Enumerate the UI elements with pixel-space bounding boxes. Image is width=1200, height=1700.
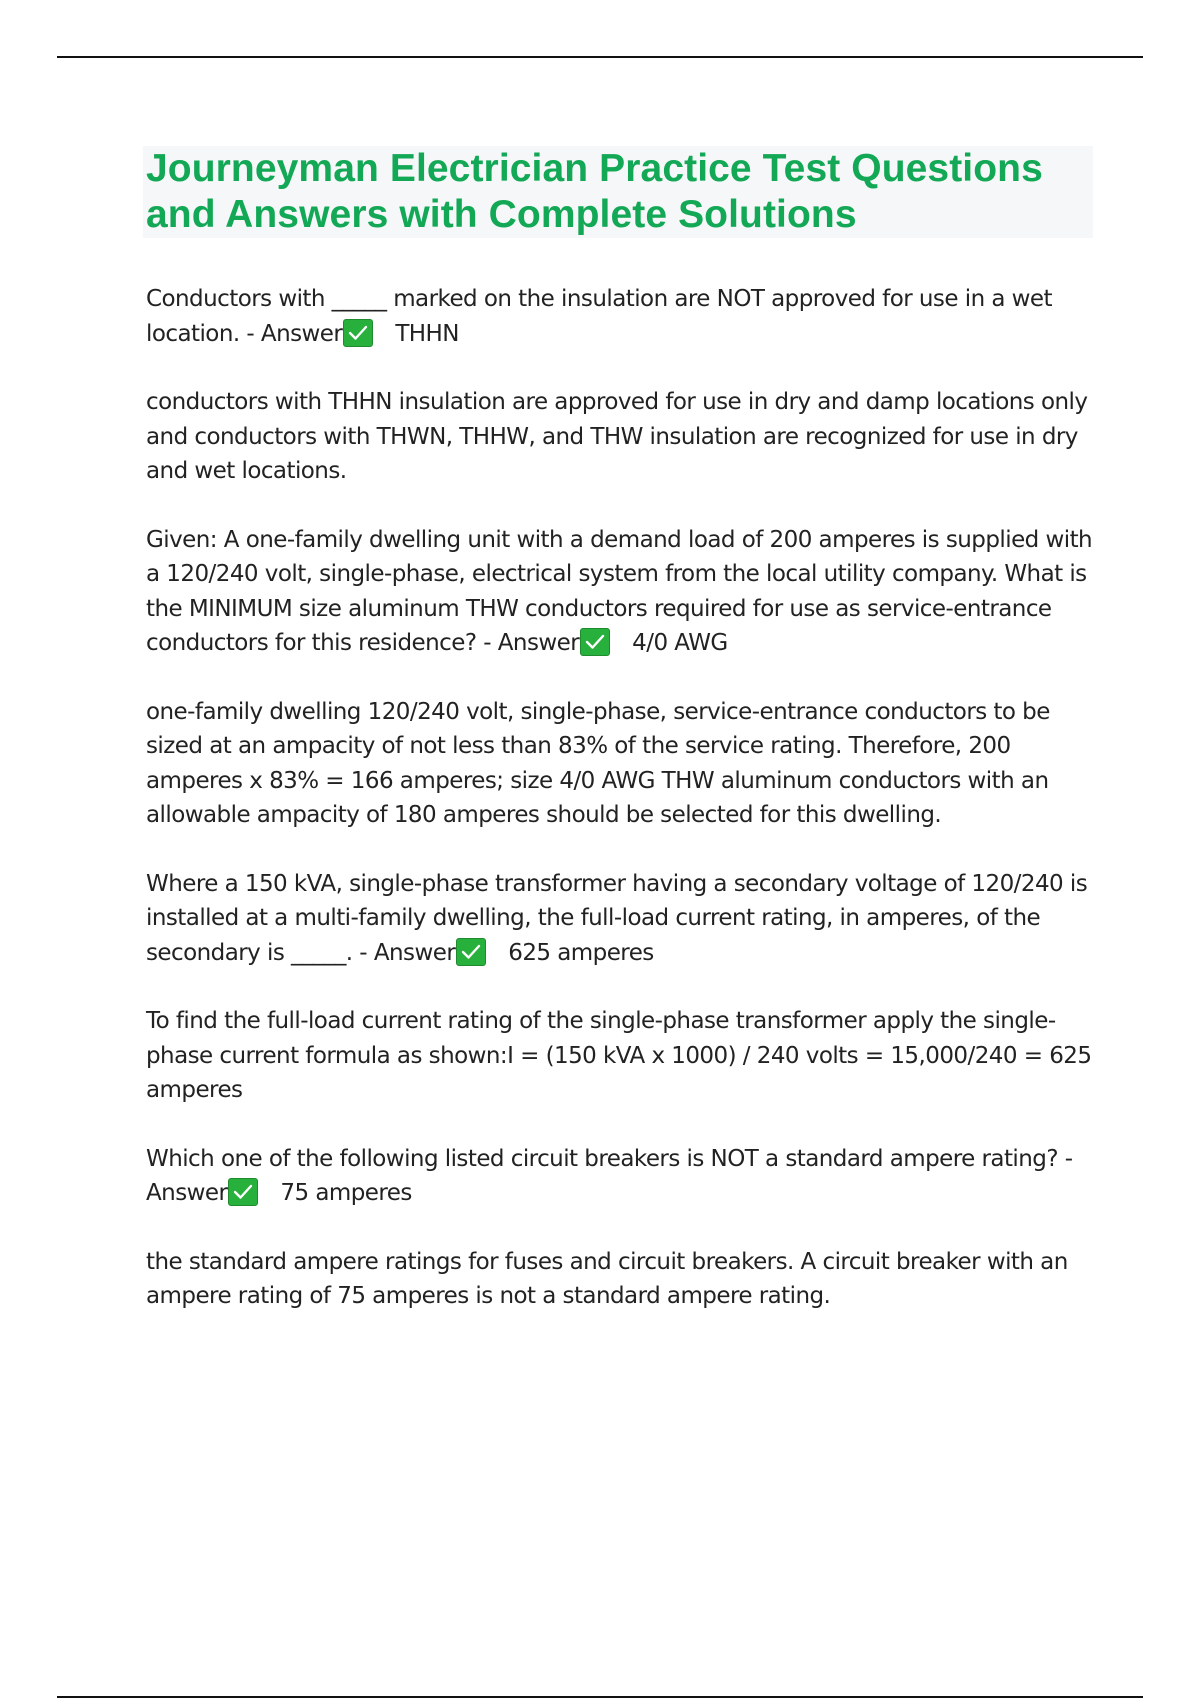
explanation-3: To find the full-load current rating of the single-phase transformer apply the single-phase current formula as shown:I = (150 kVA x 1000) / 240 volts = 15,000/240 = 625 amperes xyxy=(146,1008,1092,1103)
question-2 xyxy=(146,523,1096,661)
title-box xyxy=(143,146,1093,238)
answer-text: THHN xyxy=(395,320,459,347)
question-text: Where a 150 kVA, single-phase transformer having a secondary voltage of 120/240 is installed at a multi-family dwelling, the full-load current rating, in amperes, of the secondary is _____. - Answer xyxy=(146,870,1088,966)
question-1 xyxy=(146,282,1096,351)
check-mark-icon xyxy=(456,938,486,966)
page-title: Journeyman Electrician Practice Test Questions and Answers with Complete Solutions xyxy=(146,147,1043,236)
check-mark-icon xyxy=(228,1178,258,1206)
top-rule xyxy=(57,56,1143,58)
question-text: Conductors with _____ marked on the insulation are NOT approved for use in a wet location. - Answer xyxy=(146,286,1052,347)
document-body xyxy=(146,282,1096,1348)
question-text: Which one of the following listed circuit breakers is NOT a standard ampere rating? - Answer xyxy=(146,1145,1073,1206)
check-mark-icon xyxy=(343,319,373,347)
question-4 xyxy=(146,1142,1096,1211)
answer-text: 625 amperes xyxy=(508,939,654,966)
explanation-1: conductors with THHN insulation are approved for use in dry and damp locations only and conductors with THWN, THHW, and THW insulation are recognized for use in dry and wet locations. xyxy=(146,389,1088,484)
question-text: Given: A one-family dwelling unit with a demand load of 200 amperes is supplied with a 120/240 volt, single-phase, electrical system from the local utility company. What is the MINIMUM size aluminum THW conductors required for use as service-entrance conductors for this residence? - Answer xyxy=(146,526,1093,656)
check-mark-icon xyxy=(580,628,610,656)
explanation-4: the standard ampere ratings for fuses and circuit breakers. A circuit breaker with an ampere rating of 75 amperes is not a standard ampere rating. xyxy=(146,1248,1068,1309)
question-3 xyxy=(146,867,1096,971)
answer-text: 4/0 AWG xyxy=(632,630,728,656)
explanation-2: one-family dwelling 120/240 volt, single-phase, service-entrance conductors to be sized at an ampacity of not less than 83% of the service rating. Therefore, 200 amperes x 83% = 166 amperes; size 4/0 AWG THW aluminum conductors with an allowable ampacity of 180 amperes should be selected for this dwelling. xyxy=(146,698,1050,828)
bottom-rule xyxy=(57,1696,1143,1698)
answer-text: 75 amperes xyxy=(280,1180,412,1206)
